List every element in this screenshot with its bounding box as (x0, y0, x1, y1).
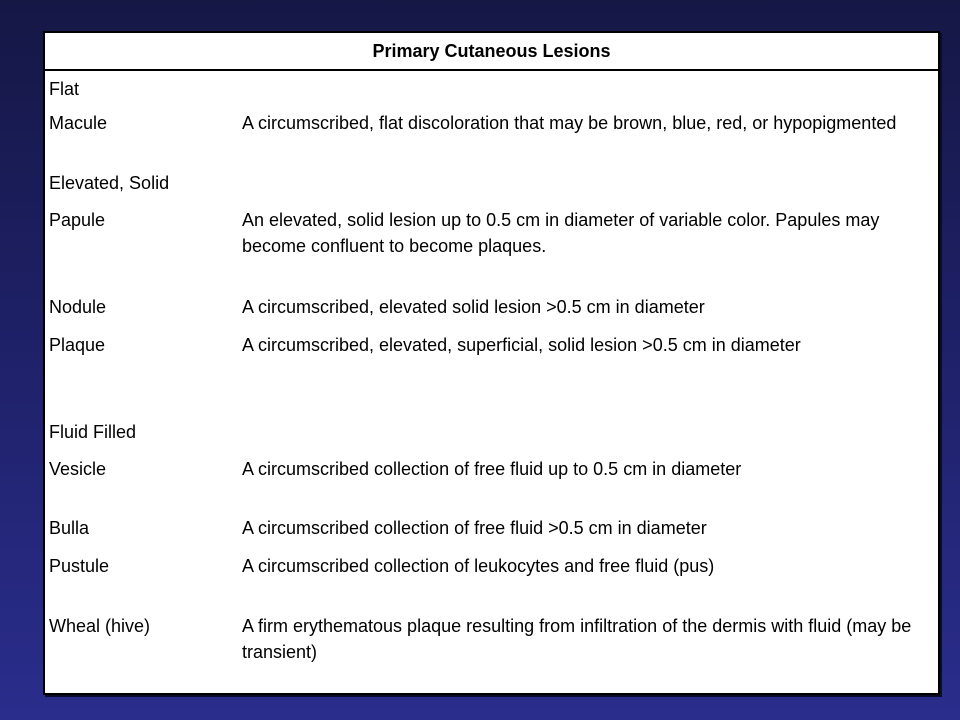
row-term: Papule (49, 210, 106, 230)
row-term: Plaque (49, 335, 106, 355)
row-term: Flat (49, 79, 80, 99)
row-term: Fluid Filled (49, 422, 137, 442)
row-description: A circumscribed collection of free fluid >0.5 cm in diameter (242, 518, 707, 538)
row-description: A circumscribed, flat discoloration that may be brown, blue, red, or hypopigmented (242, 113, 897, 133)
row-term: Nodule (49, 297, 107, 317)
row-term: Bulla (49, 518, 90, 538)
row-description: A firm erythematous plaque resulting from infiltration of the dermis with fluid (may be transient) (242, 616, 912, 662)
table-title: Primary Cutaneous Lesions (45, 33, 938, 71)
lesions-table (43, 31, 940, 695)
row-description: A circumscribed, elevated solid lesion >0.5 cm in diameter (242, 297, 705, 317)
row-term: Pustule (49, 556, 110, 576)
row-description: A circumscribed collection of leukocytes and free fluid (pus) (242, 556, 715, 576)
row-term: Wheal (hive) (49, 616, 151, 636)
row-term: Macule (49, 113, 108, 133)
row-term: Vesicle (49, 459, 107, 479)
row-term: Elevated, Solid (49, 173, 170, 193)
row-description: A circumscribed collection of free fluid up to 0.5 cm in diameter (242, 459, 742, 479)
row-description: An elevated, solid lesion up to 0.5 cm in diameter of variable color. Papules may become confluent to become plaques. (242, 210, 880, 256)
row-description: A circumscribed, elevated, superficial, solid lesion >0.5 cm in diameter (242, 335, 801, 355)
